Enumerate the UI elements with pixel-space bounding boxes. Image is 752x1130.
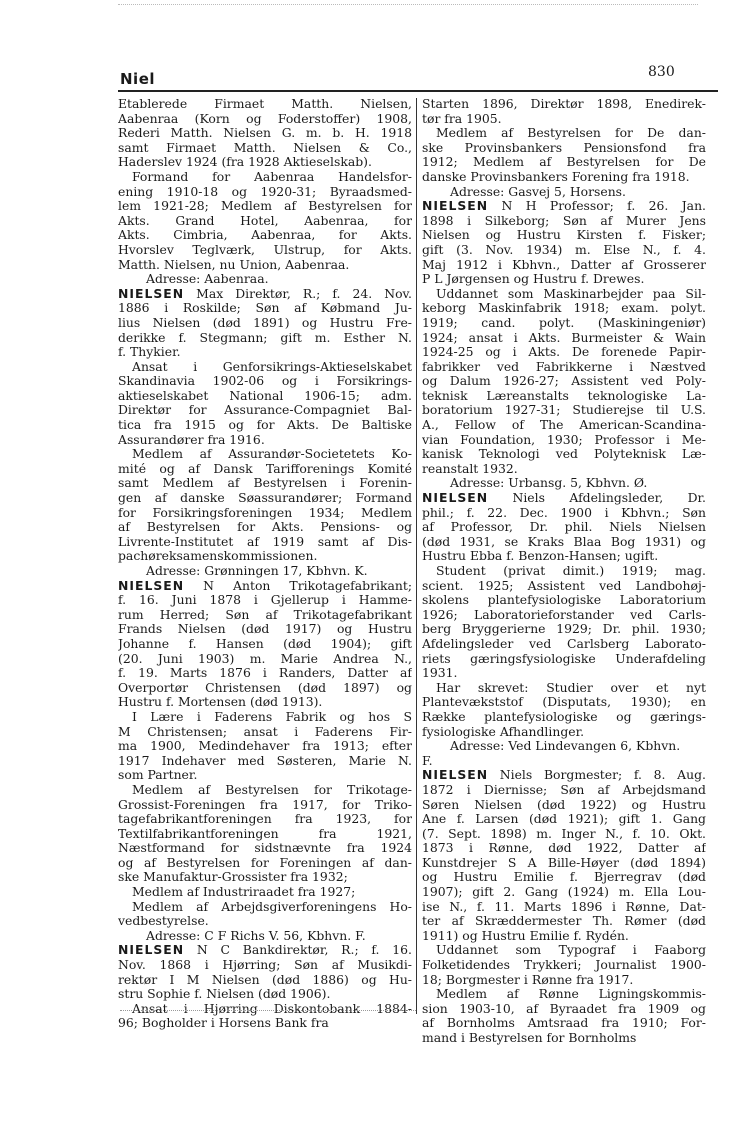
text-line: Plantevækststof (Disputats, 1930); en <box>422 695 706 710</box>
text-line: 1872 i Diernisse; Søn af Arbejdsmand <box>422 782 706 797</box>
text-line: ske Provinsbankers Pensionsfond fra <box>422 140 706 155</box>
text-line: Medlem af Assurandør-Societetets Ko- <box>132 447 412 462</box>
text-line: Adresse: Urbansg. 5, Kbhvn. Ø. <box>450 476 648 491</box>
text-line: 1907); gift 2. Gang (1924) m. Ella Lou- <box>422 885 706 900</box>
column-divider <box>416 98 417 1014</box>
entry-surname: NIELSEN <box>422 491 489 506</box>
text-line: 1924; ansat i Akts. Burmeister & Wain <box>422 330 706 345</box>
text-line: som Partner. <box>118 768 198 783</box>
text-line: (20. Juni 1903) m. Marie Andrea N., <box>118 651 412 666</box>
text-line: M Christensen; ansat i Faderens Fir- <box>118 724 412 739</box>
text-line: 1919; cand. polyt. (Maskiningeniør) <box>422 315 706 330</box>
text-line: Aabenraa (Korn og Foderstoffer) 1908, <box>118 111 412 126</box>
text-line: Etablerede Firmaet Matth. Nielsen, <box>118 97 412 111</box>
entry-surname: NIELSEN <box>118 578 185 593</box>
text-line: f. 19. Marts 1876 i Randers, Datter af <box>118 666 412 681</box>
text-line: riets gæringsfysiologiske Underafdeling <box>422 651 706 666</box>
text-line: Medlem af Industriraadet fra 1927; <box>132 885 356 900</box>
text-line: rum Herred; Søn af Trikotagefabrikant <box>118 607 412 622</box>
text-line: (7. Sept. 1898) m. Inger N., f. 10. Okt. <box>422 826 706 841</box>
text-line: 18; Borgmester i Rønne fra 1917. <box>422 972 634 987</box>
entry-heading-line: NIELSEN Niels Borgmester; f. 8. Aug. <box>422 768 706 783</box>
text-line: Frands Nielsen (død 1917) og Hustru <box>118 622 412 637</box>
text-line: Kunstdrejer S A Bille-Høyer (død 1894) <box>422 855 706 870</box>
entry-surname: NIELSEN <box>118 943 185 958</box>
text-line: Ansat i Genforsikrings-Aktieselskabet <box>132 359 412 374</box>
text-line: af Bornholms Amtsraad fra 1910; For- <box>422 1016 706 1031</box>
text-line: Har skrevet: Studier over et nyt <box>436 680 706 695</box>
text-line: P L Jørgensen og Hustru f. Drewes. <box>422 272 645 287</box>
text-line: ske Manufaktur-Grossister fra 1932; <box>118 870 348 885</box>
text-line: Hustru Ebba f. Benzon-Hansen; ugift. <box>422 549 659 564</box>
text-line: Uddannet som Maskinarbejder paa Sil- <box>436 286 706 301</box>
text-line: Livrente-Institutet af 1919 samt af Dis- <box>118 534 412 549</box>
text-line: Adresse: C F Richs V. 56, Kbhvn. F. <box>146 928 366 943</box>
text-line: Matth. Nielsen, nu Union, Aabenraa. <box>118 257 350 272</box>
text-line: f. 16. Juni 1878 i Gjellerup i Hamme- <box>118 593 412 608</box>
text-line: Grossist-Foreningen fra 1917, for Triko- <box>118 797 412 812</box>
entry-surname: NIELSEN <box>118 286 185 301</box>
text-line: Folketidendes Trykkeri; Journalist 1900- <box>422 958 706 973</box>
text-line: 1886 i Roskilde; Søn af Købmand Ju- <box>118 301 412 316</box>
text-line: Hustru f. Mortensen (død 1913). <box>118 695 323 710</box>
text-line: Adresse: Grønningen 17, Kbhvn. K. <box>146 564 368 578</box>
entry-heading-line: NIELSEN Niels Afdelingsleder, Dr. <box>422 491 706 506</box>
text-line: Assurandører fra 1916. <box>118 432 265 447</box>
text-line: Overportør Christensen (død 1897) og <box>118 680 412 695</box>
text-line: mand i Bestyrelsen for Bornholms <box>422 1031 637 1045</box>
running-head: Niel <box>120 70 156 88</box>
text-line: Direktør for Assurance-Compagniet Bal- <box>118 403 412 418</box>
bottom-rule <box>120 1010 416 1011</box>
entry-surname: NIELSEN <box>422 768 489 783</box>
entry-heading-line: NIELSEN N H Professor; f. 26. Jan. <box>422 199 706 214</box>
text-line: Medlem af Bestyrelsen for Trikotage- <box>132 782 412 797</box>
text-line: Adresse: Ved Lindevangen 6, Kbhvn. <box>450 739 681 754</box>
text-line: Nov. 1868 i Hjørring; Søn af Musikdi- <box>118 958 412 973</box>
text-line: og Dalum 1926-27; Assistent ved Poly- <box>422 374 706 389</box>
text-line: 1931. <box>422 666 458 681</box>
text-line: Ansat i Hjørring Diskontobank 1884- <box>132 1001 412 1016</box>
text-line: 1924-25 og i Akts. De forenede Papir- <box>422 345 706 360</box>
text-line: ter af Skræddermester Th. Rømer (død <box>422 914 706 929</box>
text-line: fysiologiske Afhandlinger. <box>422 724 585 739</box>
text-line: tagefabrikantforeningen fra 1923, for <box>118 812 412 827</box>
text-line: aktieselskabet National 1906-15; adm. <box>118 388 412 403</box>
text-line: danske Provinsbankers Forening fra 1918. <box>422 169 690 184</box>
text-line: tør fra 1905. <box>422 111 502 126</box>
text-line: ening 1910-18 og 1920-31; Byraadsmed- <box>118 184 412 199</box>
text-line: ma 1900, Medindehaver fra 1913; efter <box>118 739 412 754</box>
text-line: Medlem af Bestyrelsen for De dan- <box>436 126 706 141</box>
text-line: samt Medlem af Bestyrelsen i Forenin- <box>118 476 412 491</box>
text-line: Næstformand for sidstnævnte fra 1924 <box>118 841 412 856</box>
text-line: rektør I M Nielsen (død 1886) og Hu- <box>118 972 412 987</box>
text-line: ise N., f. 11. Marts 1896 i Rønne, Dat- <box>422 899 706 914</box>
text-line: lem 1921-28; Medlem af Bestyrelsen for <box>118 199 412 214</box>
text-line: 1912; Medlem af Bestyrelsen for De <box>422 155 706 170</box>
text-line: gift (3. Nov. 1934) m. Else N., f. 4. <box>422 242 706 257</box>
text-line: Række plantefysiologiske og gærings- <box>422 709 706 724</box>
right-column <box>422 97 706 1046</box>
text-line: fabrikker ved Fabrikkerne i Næstved <box>422 359 706 374</box>
text-line: Haderslev 1924 (fra 1928 Aktieselskab). <box>118 155 372 170</box>
text-line: F. <box>422 753 433 768</box>
text-line: af Professor, Dr. phil. Niels Nielsen <box>422 520 706 535</box>
text-line: Nielsen og Hustru Kirsten f. Fisker; <box>422 228 706 243</box>
text-line: (død 1931, se Kraks Blaa Bog 1931) og <box>422 534 706 549</box>
text-line: Uddannet som Typograf i Faaborg <box>436 943 706 958</box>
text-line: kanisk Teknologi ved Polyteknisk Læ- <box>422 447 706 462</box>
text-line: teknisk Læreanstalts teknologiske La- <box>422 388 706 403</box>
text-line: sion 1903-10, af Byraadet fra 1909 og <box>422 1001 706 1016</box>
entry-heading-line: NIELSEN N Anton Trikotagefabrikant; <box>118 578 412 593</box>
text-line: Starten 1896, Direktør 1898, Enedirek- <box>422 97 706 111</box>
text-line: Student (privat dimit.) 1919; mag. <box>436 564 706 578</box>
text-line: Skandinavia 1902-06 og i Forsikrings- <box>118 374 412 389</box>
text-line: scient. 1925; Assistent ved Landbohøj- <box>422 578 706 593</box>
text-line: skolens plantefysiologiske Laboratorium <box>422 593 706 608</box>
left-column <box>118 97 412 1031</box>
text-line: Textilfabrikantforeningen fra 1921, <box>118 826 412 841</box>
text-line: Rederi Matth. Nielsen G. m. b. H. 1918 <box>118 126 412 141</box>
text-line: for Forsikringsforeningen 1934; Medlem <box>118 505 412 520</box>
text-line: Johanne f. Hansen (død 1904); gift <box>118 636 412 651</box>
text-line: Formand for Aabenraa Handelsfor- <box>132 169 412 184</box>
top-edge-line <box>118 4 698 5</box>
header-rule <box>118 90 718 92</box>
text-line: Hvorslev Teglværk, Ulstrup, for Akts. <box>118 242 412 257</box>
text-line: boratorium 1927-31; Studierejse til U.S. <box>422 403 706 418</box>
text-line: og af Bestyrelsen for Foreningen af dan- <box>118 855 412 870</box>
text-line: gen af danske Søassurandører; Formand <box>118 491 412 506</box>
text-line: keborg Maskinfabrik 1918; exam. polyt. <box>422 301 706 316</box>
text-line: Maj 1912 i Kbhvn., Datter af Grosserer <box>422 257 706 272</box>
text-line: samt Firmaet Matth. Nielsen & Co., <box>118 140 412 155</box>
text-line: Akts. Grand Hotel, Aabenraa, for <box>118 213 412 228</box>
text-line: Adresse: Aabenraa. <box>146 272 269 287</box>
text-line: Afdelingsleder ved Carlsberg Laborato- <box>422 636 706 651</box>
text-line: f. Thykier. <box>118 345 181 360</box>
text-line: phil.; f. 22. Dec. 1900 i Kbhvn.; Søn <box>422 505 706 520</box>
text-line: 1926; Laboratorieforstander ved Carls- <box>422 607 706 622</box>
page-number: 830 <box>648 64 675 80</box>
text-line: derikke f. Stegmann; gift m. Esther N. <box>118 330 412 345</box>
text-line: A., Fellow of The American-Scandina- <box>422 418 706 433</box>
text-line: vian Foundation, 1930; Professor i Me- <box>422 432 706 447</box>
text-line: Ane f. Larsen (død 1921); gift 1. Gang <box>422 812 706 827</box>
text-line: 1898 i Silkeborg; Søn af Murer Jens <box>422 213 706 228</box>
text-line: og Hustru Emilie f. Bjerregrav (død <box>422 870 706 885</box>
text-line: I Lære i Faderens Fabrik og hos S <box>132 709 412 724</box>
entry-heading-line: NIELSEN N C Bankdirektør, R.; f. 16. <box>118 943 412 958</box>
entry-surname: NIELSEN <box>422 199 489 214</box>
text-line: tica fra 1915 og for Akts. De Baltiske <box>118 418 412 433</box>
text-line: berg Bryggerierne 1929; Dr. phil. 1930; <box>422 622 706 637</box>
text-line: vedbestyrelse. <box>118 914 209 929</box>
text-line: Medlem af Rønne Ligningskommis- <box>436 987 706 1002</box>
text-line: lius Nielsen (død 1891) og Hustru Fre- <box>118 315 412 330</box>
text-line: 1917 Indehaver med Søsteren, Marie N. <box>118 753 412 768</box>
text-line: mité og af Dansk Tarifforenings Komité <box>118 461 412 476</box>
text-line: Søren Nielsen (død 1922) og Hustru <box>422 797 706 812</box>
text-line: pachøreksamenskommissionen. <box>118 549 318 564</box>
text-line: Medlem af Arbejdsgiverforeningens Ho- <box>132 899 412 914</box>
text-line: Adresse: Gasvej 5, Horsens. <box>450 184 626 199</box>
text-line: 1873 i Rønne, død 1922, Datter af <box>422 841 706 856</box>
text-line: reanstalt 1932. <box>422 461 518 476</box>
text-line: Akts. Cimbria, Aabenraa, for Akts. <box>118 228 412 243</box>
text-line: af Bestyrelsen for Akts. Pensions- og <box>118 520 412 535</box>
text-line: 96; Bogholder i Horsens Bank fra <box>118 1016 329 1031</box>
entry-heading-line: NIELSEN Max Direktør, R.; f. 24. Nov. <box>118 286 412 301</box>
text-line: 1911) og Hustru Emilie f. Rydén. <box>422 928 629 943</box>
text-line: stru Sophie f. Nielsen (død 1906). <box>118 987 331 1002</box>
